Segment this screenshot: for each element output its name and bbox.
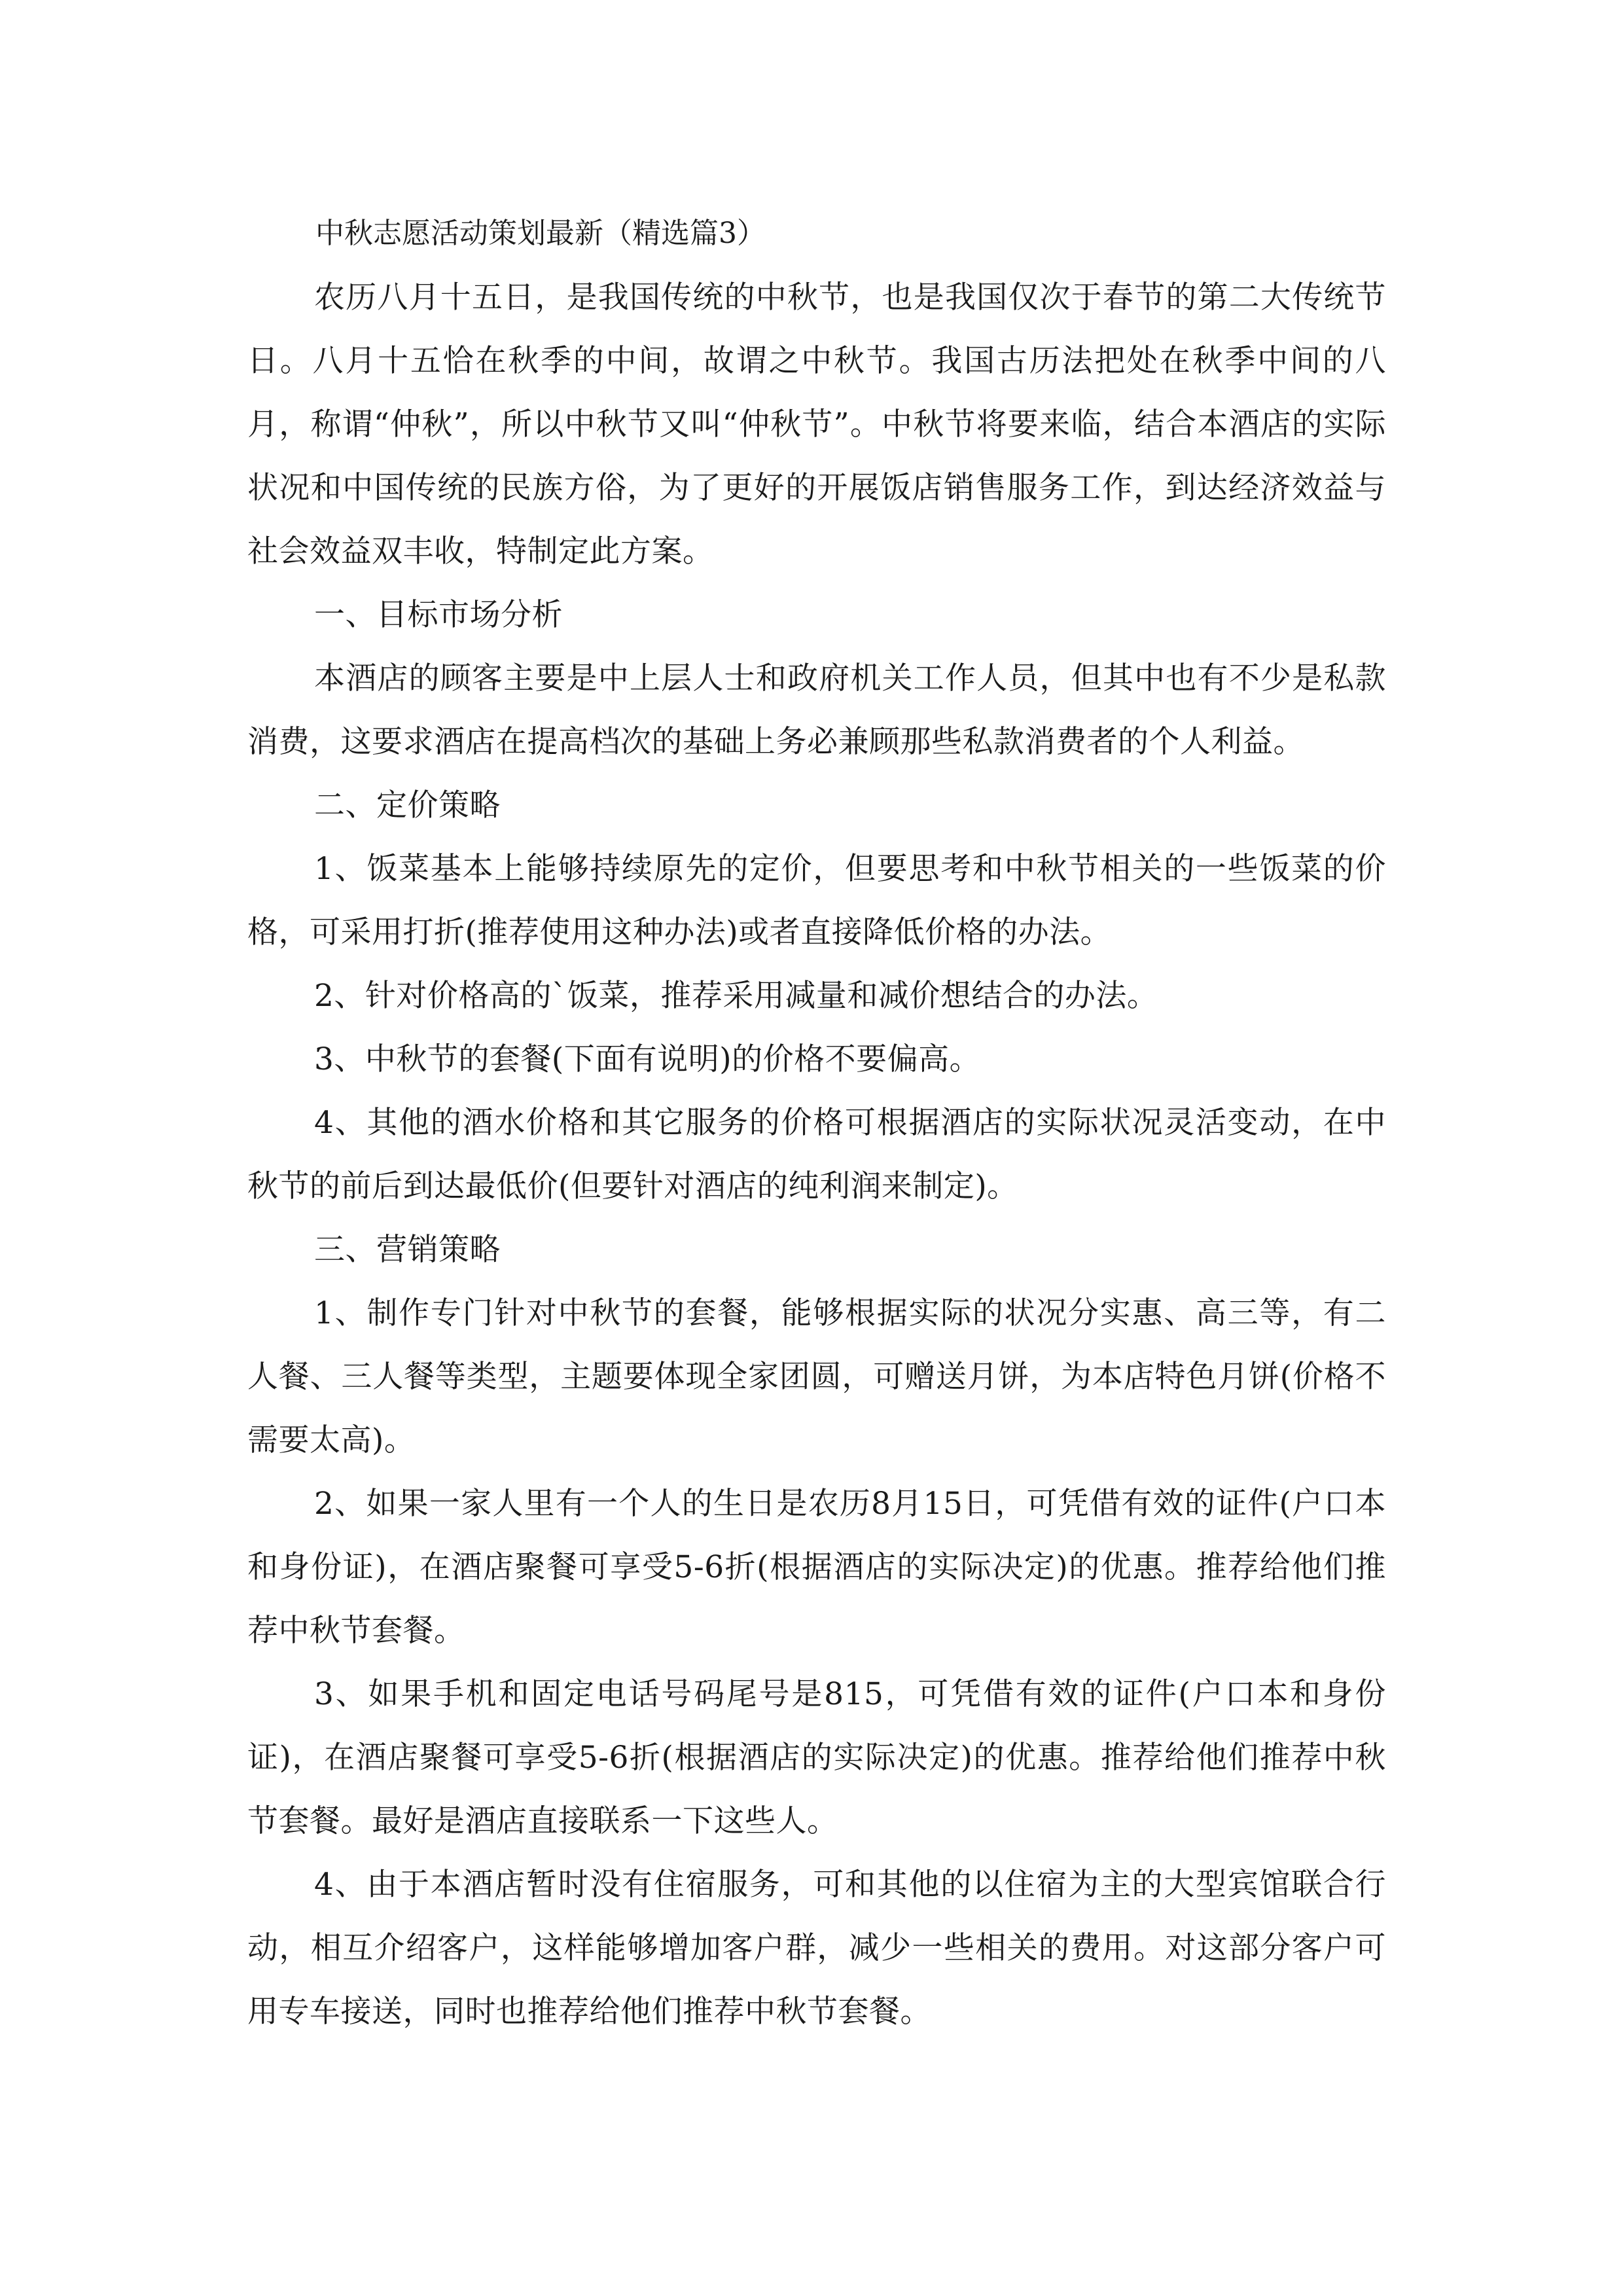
section-heading-target-market: 一、目标市场分析 <box>314 597 563 633</box>
document-title: 中秋志愿活动策划最新（精选篇3） <box>315 217 766 250</box>
paragraph-pricing-2: 2、针对价格高的`饭菜，推荐采用减量和减价想结合的办法。 <box>314 978 1158 1014</box>
document-body <box>247 202 1386 2043</box>
paragraph-intro: 农历八月十五日，是我国传统的中秋节，也是我国仅次于春节的第二大传统节日。八月十五恰在秋季的中间，故谓之中秋节。我国古历法把处在秋季中间的八月，称谓“仲秋”，所以中秋节又叫“仲秋节”。中秋节将要来临，结合本酒店的实际状况和中国传统的民族方俗，为了更好的开展饭店销售服务工作，到达经济效益与社会效益双丰收，特制定此方案。 <box>247 279 1386 569</box>
section-heading-pricing: 二、定价策略 <box>314 787 501 823</box>
paragraph-marketing-3: 3、如果手机和固定电话号码尾号是815，可凭借有效的证件(户口本和身份证)，在酒店聚餐可享受5-6折(根据酒店的实际决定)的优惠。推荐给他们推荐中秋节套餐。最好是酒店直接联系一下这些人。 <box>247 1676 1386 1839</box>
section-heading-marketing: 三、营销策略 <box>314 1232 501 1268</box>
paragraph-pricing-4: 4、其他的酒水价格和其它服务的价格可根据酒店的实际状况灵活变动，在中秋节的前后到达最低价(但要针对酒店的纯利润来制定)。 <box>247 1105 1386 1204</box>
paragraph-target-market: 本酒店的顾客主要是中上层人士和政府机关工作人员，但其中也有不少是私款消费，这要求酒店在提高档次的基础上务必兼顾那些私款消费者的个人利益。 <box>247 660 1386 760</box>
paragraph-marketing-1: 1、制作专门针对中秋节的套餐，能够根据实际的状况分实惠、高三等，有二人餐、三人餐等类型，主题要体现全家团圆，可赠送月饼，为本店特色月饼(价格不需要太高)。 <box>247 1295 1386 1458</box>
paragraph-marketing-4: 4、由于本酒店暂时没有住宿服务，可和其他的以住宿为主的大型宾馆联合行动，相互介绍客户，这样能够增加客户群，减少一些相关的费用。对这部分客户可用专车接送，同时也推荐给他们推荐中秋节套餐。 <box>247 1867 1386 2030</box>
paragraph-pricing-1: 1、饭菜基本上能够持续原先的定价，但要思考和中秋节相关的一些饭菜的价格，可采用打折(推荐使用这种办法)或者直接降低价格的办法。 <box>247 851 1386 950</box>
paragraph-marketing-2: 2、如果一家人里有一个人的生日是农历8月15日，可凭借有效的证件(户口本和身份证)，在酒店聚餐可享受5-6折(根据酒店的实际决定)的优惠。推荐给他们推荐中秋节套餐。 <box>247 1486 1386 1649</box>
paragraph-pricing-3: 3、中秋节的套餐(下面有说明)的价格不要偏高。 <box>314 1041 981 1077</box>
